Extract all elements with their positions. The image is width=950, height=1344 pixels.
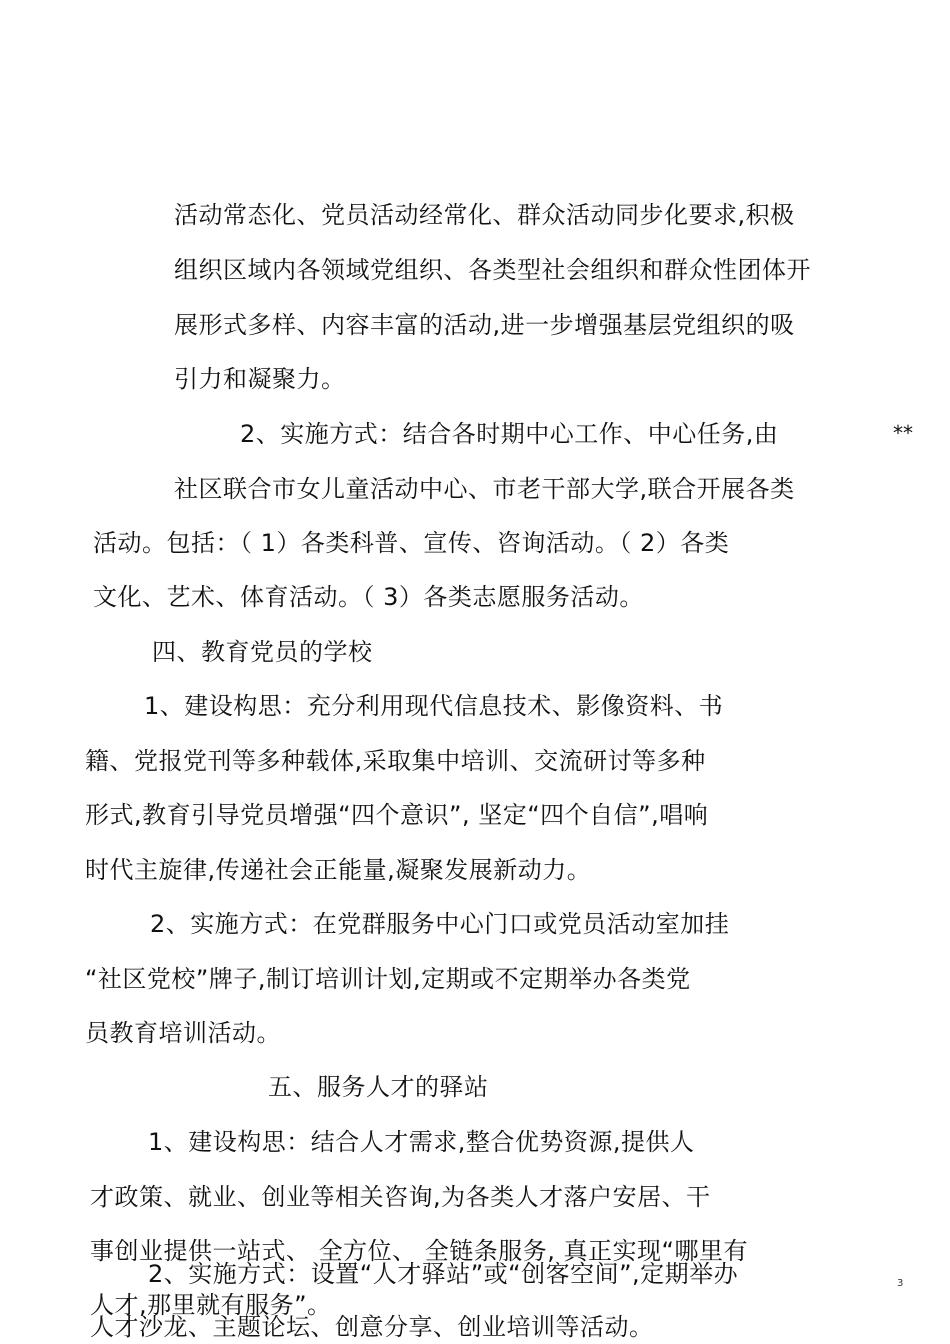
paragraph-line: 1、建设构思：充分利用现代信息技术、影像资料、书 (144, 692, 724, 720)
paragraph-line: 才政策、就业、创业等相关咨询,为各类人才落户安居、干 (90, 1183, 711, 1211)
paragraph-line: 2、实施方式：设置“人才驿站”或“创客空间”,定期举办 (148, 1260, 739, 1288)
page-number: 3 (897, 1278, 904, 1289)
paragraph-line: “社区党校”牌子,制订培训计划,定期或不定期举办各类党 (85, 965, 691, 993)
paragraph-line: 2、实施方式：在党群服务中心门口或党员活动室加挂 (150, 910, 730, 938)
paragraph-line: 活动常态化、党员活动经常化、群众活动同步化要求,积极 (174, 201, 795, 229)
section-heading: 五、服务人才的驿站 (268, 1073, 489, 1101)
paragraph-line: 1、建设构思：结合人才需求,整合优势资源,提供人 (148, 1128, 695, 1156)
paragraph-line: 活动。包括：（ 1）各类科普、宣传、咨询活动。（ 2）各类 (93, 529, 730, 557)
paragraph-line: 社区联合市女儿童活动中心、市老干部大学,联合开展各类 (174, 475, 795, 503)
paragraph-line: 员教育培训活动。 (85, 1019, 281, 1047)
paragraph-line: 人才沙龙、主题论坛、创意分享、创业培训等活动。 (90, 1313, 654, 1341)
paragraph-line: 事创业提供一站式、 全方位、 全链条服务, 真正实现“哪里有 (90, 1237, 748, 1265)
paragraph-line: 文化、艺术、体育活动。（ 3）各类志愿服务活动。 (93, 583, 644, 611)
paragraph-line: 引力和凝聚力。 (174, 365, 346, 393)
paragraph-line: 2、实施方式：结合各时期中心工作、中心任务,由 (240, 420, 779, 448)
section-heading: 四、教育党员的学校 (152, 638, 373, 666)
paragraph-line: 籍、党报党刊等多种载体,采取集中培训、交流研讨等多种 (85, 747, 706, 775)
paragraph-line: 形式,教育引导党员增强“四个意识”, 坚定“四个自信”,唱响 (85, 801, 709, 829)
paragraph-line: 人才,那里就有服务”。 (90, 1291, 332, 1319)
footnote-marker: ** (893, 421, 913, 445)
paragraph-line: 时代主旋律,传递社会正能量,凝聚发展新动力。 (85, 856, 592, 884)
paragraph-line: 组织区域内各领域党组织、各类型社会组织和群众性团体开 (174, 256, 811, 284)
paragraph-line: 展形式多样、内容丰富的活动,进一步增强基层党组织的吸 (174, 311, 795, 339)
